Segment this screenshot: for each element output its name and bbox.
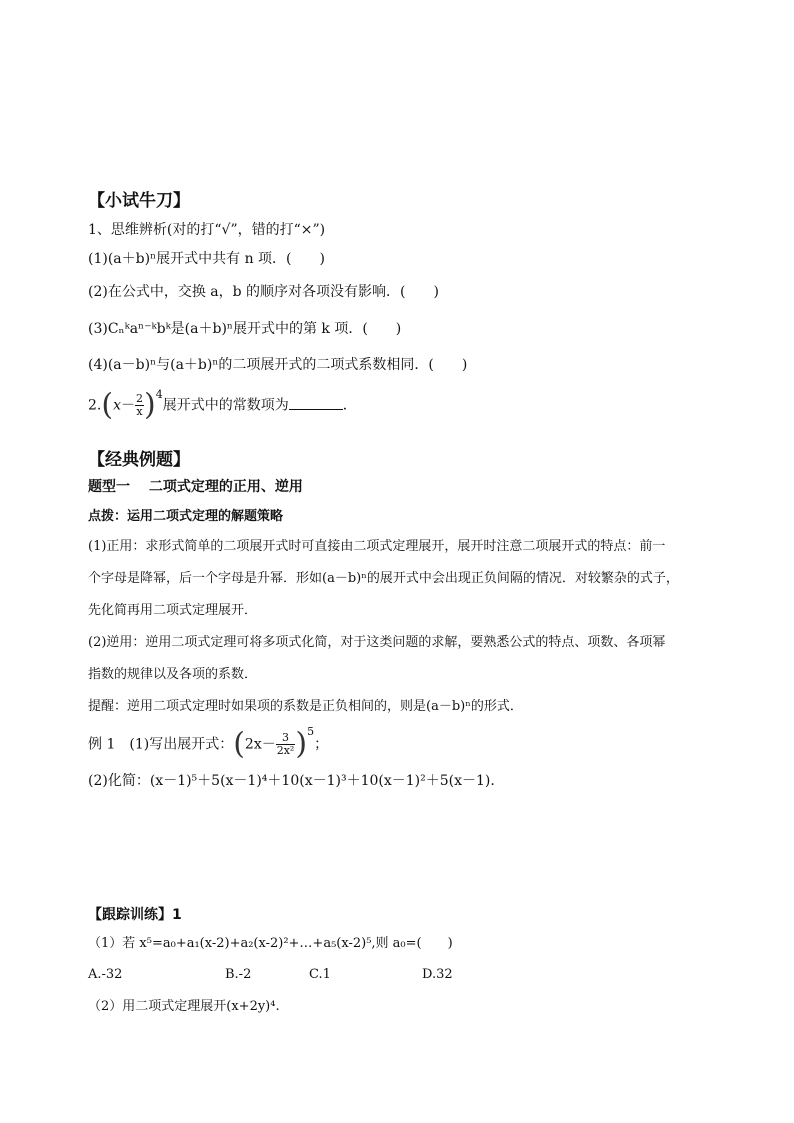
answer-blank[interactable] (289, 395, 343, 410)
tracking-question-1: （1）若 x⁵=a₀+a₁(x-2)+a₂(x-2)²+…+a₅(x-2)⁵,则 a₀=( ) (88, 936, 453, 951)
option-b[interactable]: B.-2 (225, 967, 252, 982)
question-2-var: x (113, 397, 121, 414)
type-title: 题型一 二项式定理的正用、逆用 (88, 479, 303, 495)
question-2-exponent: 4 (155, 388, 163, 401)
example-1 (88, 724, 328, 761)
question-2-text: 展开式中的常数项为 (162, 397, 289, 414)
question-2-minus: － (120, 397, 135, 414)
fraction-denominator: 2x² (276, 744, 295, 758)
reminder: 提醒：逆用二项式定理时如果项的系数是正负相间的，则是(a－b)ⁿ的形式． (88, 699, 523, 714)
para1-line1: (1)正用：求形式简单的二项展开式时可直接由二项式定理展开，展开时注意二项展开式的特点：前一 (88, 539, 666, 554)
tracking-question-2: （2）用二项式定理展开(x+2y)⁴. (88, 999, 280, 1014)
tip-title: 点拨：运用二项式定理的解题策略 (88, 509, 284, 524)
fraction (276, 732, 296, 757)
left-paren: ( (233, 726, 245, 762)
question-1-item-3: (3)Cₙᵏaⁿ⁻ᵏbᵏ是(a＋b)ⁿ展开式中的第 k 项．( ) (88, 321, 402, 337)
option-a[interactable]: A.-32 (88, 967, 123, 982)
question-2 (88, 386, 357, 421)
section-heading-examples: 【经典例题】 (88, 450, 190, 470)
example-1-end: ； (314, 736, 329, 753)
option-d[interactable]: D.32 (422, 967, 453, 982)
fraction-numerator: 3 (276, 732, 296, 745)
question-1-item-1: (1)(a＋b)ⁿ展开式中共有 n 项．( ) (88, 251, 325, 267)
para1-line2: 个字母是降幂，后一个字母是升幂．形如(a－b)ⁿ的展开式中会出现正负间隔的情况．对较繁杂的式子， (88, 571, 679, 586)
question-2-end: ． (342, 397, 357, 414)
example-1-part-2: (2)化简：(x－1)⁵＋5(x－1)⁴＋10(x－1)³＋10(x－1)²＋5(x－1). (88, 773, 495, 789)
question-1-item-2: (2)在公式中，交换 a，b 的顺序对各项没有影响．( ) (88, 284, 439, 300)
example-1-label: 例 1 (1)写出展开式： (88, 736, 234, 753)
fraction-numerator: 2 (135, 392, 143, 406)
fraction-denominator: x (136, 405, 143, 419)
para1-line3: 先化简再用二项式定理展开． (88, 603, 258, 618)
section-heading-practice: 【小试牛刀】 (88, 191, 190, 211)
example-1-exponent: 5 (307, 725, 315, 738)
question-1-title: 1、思维辨析(对的打“√”，错的打“×”) (88, 222, 326, 238)
section-heading-tracking: 【跟踪训练】1 (88, 907, 182, 923)
option-c[interactable]: C.1 (309, 967, 331, 982)
question-2-number: 2. (88, 397, 102, 414)
fraction (135, 393, 144, 418)
left-paren: ( (101, 387, 114, 423)
question-1-item-4: (4)(a－b)ⁿ与(a＋b)ⁿ的二项展开式的二项式系数相同．( ) (88, 357, 468, 373)
right-paren: ) (143, 387, 156, 423)
para2-line1: (2)逆用：逆用二项式定理可将多项式化简，对于这类问题的求解，要熟悉公式的特点、项数、各项幂 (88, 635, 666, 650)
right-paren: ) (295, 726, 308, 762)
para2-line2: 指数的规律以及各项的系数． (88, 667, 258, 682)
example-1-term: 2x－ (244, 736, 276, 753)
